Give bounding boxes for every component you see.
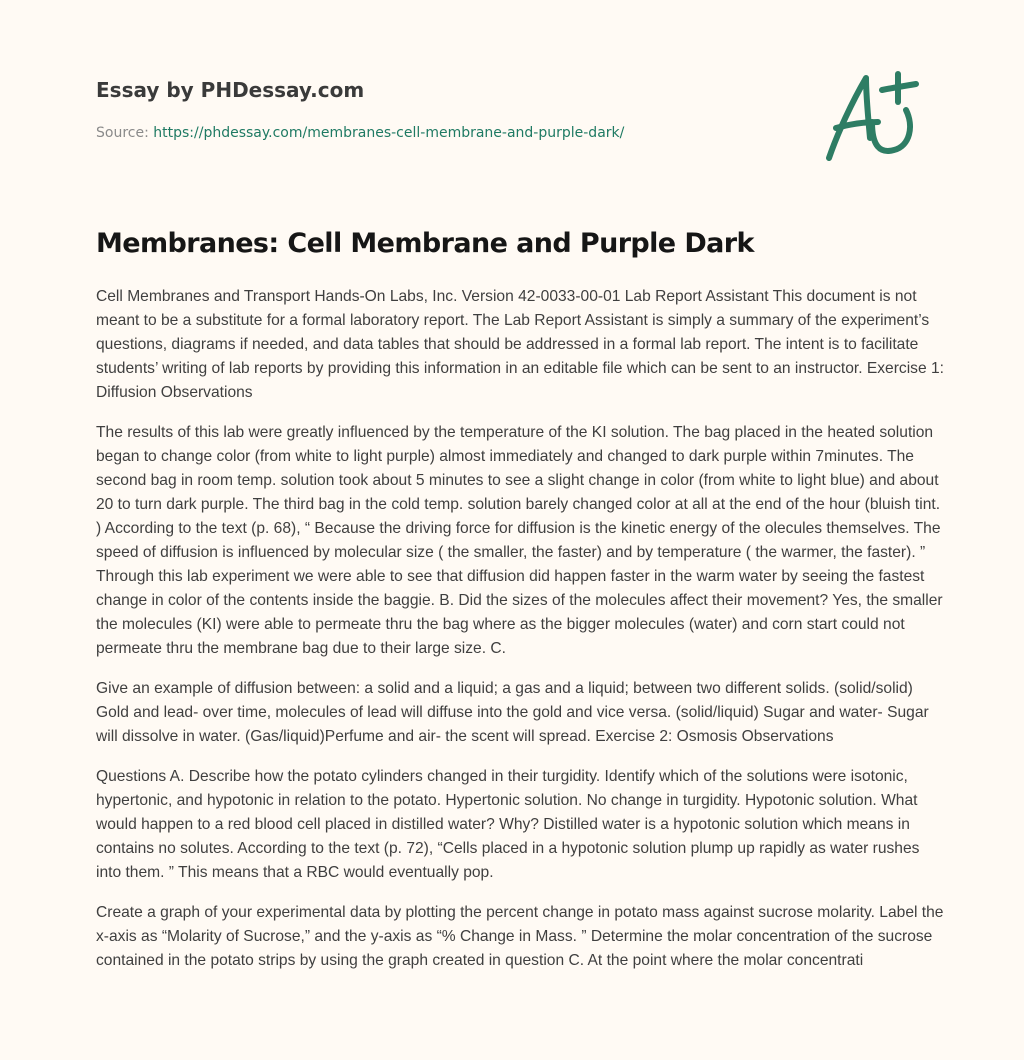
paragraph: Give an example of diffusion between: a solid and a liquid; a gas and a liquid; between two different solids. (solid/solid) Gold and lead- over time, molecules of lead will diffuse into the gold and vice versa. (solid/liquid) Sugar and water- Sugar will dissolve in water. (Gas/liquid)Perfume and air- the scent will spread. Exercise 2: Osmosis Observations — [96, 680, 929, 745]
brand-header — [96, 76, 624, 143]
paragraph: Questions A. Describe how the potato cylinders changed in their turgidity. Identify which of the solutions were isotonic, hypertonic, and hypotonic in relation to the potato. Hypertonic solution. No change in turgidity. Hypotonic solution. What would happen to a red blood cell placed in distilled water? Why? Distilled water is a hypotonic solution which means in contains no solutes. According to the text (p. 72), “Cells placed in a hypotonic solution plump up rapidly as water rushes into them. ” This means that a RBC would eventually pop. — [96, 768, 920, 881]
source-label: Source: — [96, 125, 154, 141]
source-line — [96, 123, 624, 143]
document-body — [96, 285, 946, 989]
paragraph: Create a graph of your experimental data by plotting the percent change in potato mass against sucrose molarity. Label the x-axis as “Molarity of Sucrose,” and the y-axis as “% Change in Mass. ” Determine the molar concentration of the sucrose contained in the potato strips by using the graph created in question C. At the point where the molar concentrati — [96, 904, 944, 969]
paragraph: The results of this lab were greatly influenced by the temperature of the KI solution. The bag placed in the heated solution began to change color (from white to light purple) almost immediately and changed to dark purple within 7minutes. The second bag in room temp. solution took about 5 minutes to see a slight change in color (from white to light blue) and about 20 to turn dark purple. The third bag in the cold temp. solution barely changed color at all at the end of the hour (bluish tint. ) According to the text (p. 68), “ Because the driving force for diffusion is the kinetic energy of the olecules themselves. The speed of diffusion is influenced by molecular size ( the smaller, the faster) and by temperature ( the warmer, the faster). ” Through this lab experiment we were able to see that diffusion did happen faster in the warm water by seeing the fastest change in color of the contents inside the baggie. B. Did the sizes of the molecules affect their movement? Yes, the smaller the molecules (KI) were able to permeate thru the bag where as the bigger molecules (water) and corn start could not permeate thru the membrane bag due to their large size. C. — [96, 424, 943, 657]
brand-title: Essay by PHDessay.com — [96, 78, 365, 102]
document-title: Membranes: Cell Membrane and Purple Dark — [96, 228, 754, 259]
paragraph: Cell Membranes and Transport Hands-On Labs, Inc. Version 42-0033-00-01 Lab Report Assistant This document is not meant to be a substitute for a formal laboratory report. The Lab Report Assistant is simply a summary of the experiment’s questions, diagrams if needed, and data tables that should be addressed in a formal lab report. The intent is to facilitate students’ writing of lab reports by providing this information in an editable file which can be sent to an instructor. Exercise 1: Diffusion Observations — [96, 288, 944, 401]
source-link[interactable]: https://phdessay.com/membranes-cell-membrane-and-purple-dark/ — [153, 125, 625, 141]
a-plus-grade-icon — [822, 66, 932, 166]
